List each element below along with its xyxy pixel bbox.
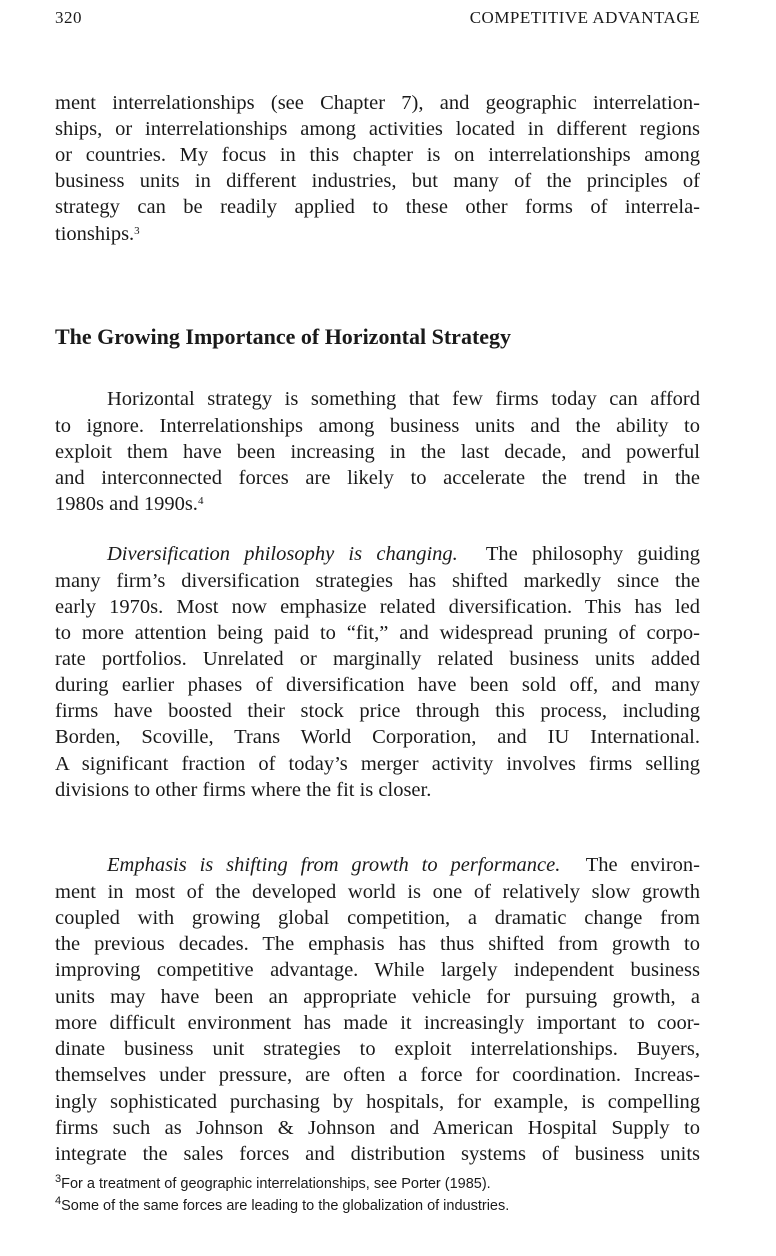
- text-line: [55, 621, 700, 647]
- footnote-ref: 4: [197, 495, 204, 507]
- text-line: [55, 1037, 700, 1063]
- text-line: [55, 492, 700, 518]
- line-text: to more attention being paid to “fit,” and widespread pruning of corpo-: [55, 622, 700, 644]
- text-line: [55, 1116, 700, 1142]
- line-text: or countries. My focus in this chapter is on interrelationships among: [55, 144, 700, 166]
- footnote-mark: 4: [55, 1195, 62, 1207]
- text-line: [55, 647, 700, 673]
- line-text: rate portfolios. Unrelated or marginally related business units added: [55, 648, 700, 670]
- line-text: firms have boosted their stock price through this process, including: [55, 700, 700, 722]
- text-line: [55, 1063, 700, 1089]
- line-text: coupled with growing global competition, a dramatic change from: [55, 907, 700, 929]
- text-line: [55, 595, 700, 621]
- line-text: dinate business unit strategies to exploit interrelationships. Buyers,: [55, 1038, 700, 1060]
- text-line: [55, 222, 700, 248]
- text-line: [55, 1090, 700, 1116]
- line-text: exploit them have been increasing in the last decade, and powerful: [55, 441, 700, 463]
- line-text: tionships.: [55, 223, 135, 245]
- text-line: [55, 958, 700, 984]
- italic-lead: Diversification philosophy is changing.: [107, 543, 458, 565]
- text-line: [55, 143, 700, 169]
- footnote-text: Some of the same forces are leading to the globalization of industries.: [61, 1198, 510, 1214]
- line-text: A significant fraction of today’s merger activity involves firms selling: [55, 753, 700, 775]
- footnote-text: For a treatment of geographic interrelationships, see Porter (1985).: [61, 1176, 491, 1192]
- text-line: [107, 542, 700, 568]
- line-text: divisions to other firms where the fit is closer.: [55, 779, 432, 801]
- line-text: and interconnected forces are likely to accelerate the trend in the: [55, 467, 700, 489]
- line-text: The philosophy guiding: [457, 543, 700, 565]
- text-line: [55, 752, 700, 778]
- text-line: [55, 466, 700, 492]
- line-text: Borden, Scoville, Trans World Corporation, and IU International.: [55, 726, 700, 748]
- section-heading: The Growing Importance of Horizontal Strategy: [55, 324, 512, 349]
- text-line: [55, 414, 700, 440]
- italic-lead: Emphasis is shifting from growth to performance.: [107, 854, 561, 876]
- text-line: [55, 778, 700, 804]
- text-line: [55, 699, 700, 725]
- line-text: ingly sophisticated purchasing by hospitals, for example, is compelling: [55, 1091, 700, 1113]
- text-line: [55, 985, 700, 1011]
- footnote-mark: 3: [55, 1173, 62, 1185]
- page-number: 320: [55, 8, 82, 27]
- line-text: Horizontal strategy is something that few firms today can afford: [107, 388, 700, 410]
- line-text: to ignore. Interrelationships among business units and the ability to: [55, 415, 700, 437]
- line-text: firms such as Johnson & Johnson and American Hospital Supply to: [55, 1117, 700, 1139]
- text-line: [55, 440, 700, 466]
- line-text: early 1970s. Most now emphasize related diversification. This has led: [55, 596, 700, 618]
- text-line: [55, 673, 700, 699]
- text-line: [55, 195, 700, 221]
- footnote-3: [55, 1173, 491, 1192]
- line-text: business units in different industries, but many of the principles of: [55, 170, 700, 192]
- text-line: [55, 117, 700, 143]
- line-text: ships, or interrelationships among activities located in different regions: [55, 118, 700, 140]
- line-text: ment interrelationships (see Chapter 7), and geographic interrelation-: [55, 92, 700, 114]
- line-text: units may have been an appropriate vehicle for pursuing growth, a: [55, 986, 700, 1008]
- line-text: the previous decades. The emphasis has thus shifted from growth to: [55, 933, 700, 955]
- line-text: improving competitive advantage. While largely independent business: [55, 959, 700, 981]
- text-line: [55, 932, 700, 958]
- line-text: during earlier phases of diversification have been sold off, and many: [55, 674, 700, 696]
- text-line: [55, 1011, 700, 1037]
- text-line: [55, 91, 700, 117]
- text-line: [107, 853, 700, 879]
- footnote-ref: 3: [134, 225, 140, 237]
- text-line: [55, 569, 700, 595]
- text-line: [107, 387, 700, 413]
- line-text: integrate the sales forces and distribution systems of business units: [55, 1143, 700, 1165]
- line-text: many firm’s diversification strategies has shifted markedly since the: [55, 570, 700, 592]
- running-title: COMPETITIVE ADVANTAGE: [469, 8, 700, 27]
- line-text: 1980s and 1990s.: [55, 493, 198, 515]
- text-line: [55, 880, 700, 906]
- text-line: [55, 169, 700, 195]
- footnote-4: [55, 1195, 510, 1214]
- text-line: [55, 725, 700, 751]
- line-text: The environ-: [560, 854, 700, 876]
- line-text: ment in most of the developed world is one of relatively slow growth: [55, 881, 700, 903]
- line-text: strategy can be readily applied to these other forms of interrela-: [55, 196, 700, 218]
- line-text: themselves under pressure, are often a force for coordination. Increas-: [55, 1064, 700, 1086]
- text-line: [55, 906, 700, 932]
- line-text: more difficult environment has made it increasingly important to coor-: [55, 1012, 700, 1034]
- text-line: [55, 1142, 700, 1168]
